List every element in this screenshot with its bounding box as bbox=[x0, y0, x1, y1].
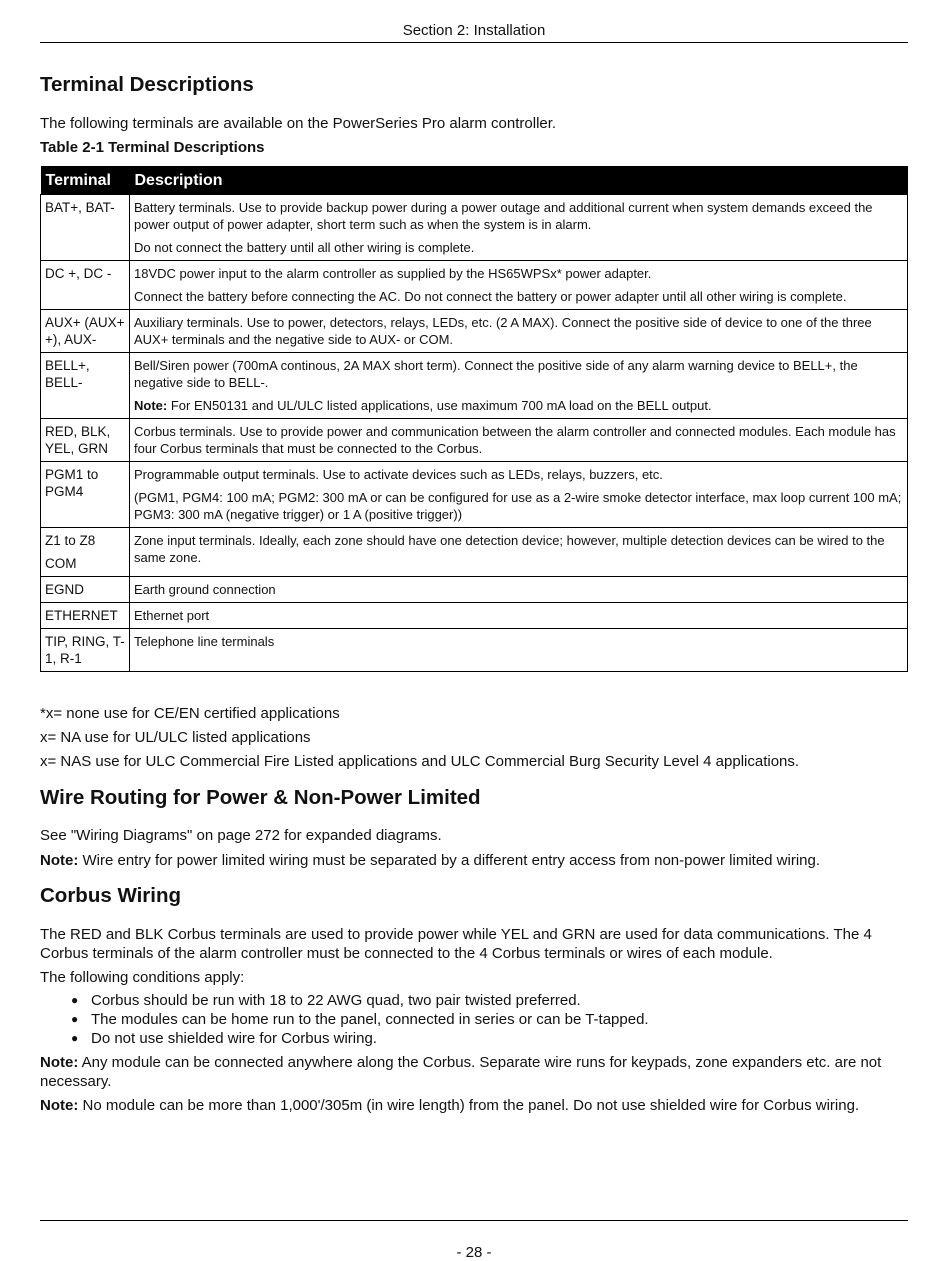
corbus-paragraph: The RED and BLK Corbus terminals are used to provide power while YEL and GRN are used for data communications. The 4 Corbus terminals of the alarm controller must be connected to the 4 Corbus terminals or wires of each module. bbox=[40, 926, 872, 962]
description-cell bbox=[130, 577, 908, 603]
note-label: Note: bbox=[40, 852, 79, 869]
description-text: Battery terminals. Use to provide backup power during a power outage and additional current when system demands exceed the power output of power adapter, short term such as when the system is in alarm. bbox=[134, 200, 873, 232]
description-text: Connect the battery before connecting the AC. Do not connect the battery or power adapter until all other wiring is complete. bbox=[134, 289, 847, 304]
note-text: For EN50131 and UL/ULC listed applications, use maximum 700 mA load on the BELL output. bbox=[167, 398, 712, 413]
table-row bbox=[41, 195, 908, 261]
description-text: 18VDC power input to the alarm controller as supplied by the HS65WPSx* power adapter. bbox=[134, 266, 652, 281]
description-text: Corbus terminals. Use to provide power and communication between the alarm controller and connected modules. Each module has four Corbus terminals that must be connected to the Corbus. bbox=[134, 424, 896, 456]
description-cell bbox=[130, 528, 908, 577]
description-text: Bell/Siren power (700mA continous, 2A MAX short term). Connect the positive side of any alarm warning device to BELL+, the negative side to BELL-. bbox=[134, 358, 858, 390]
section-heading-terminal-descriptions: Terminal Descriptions bbox=[40, 73, 254, 96]
description-text: (PGM1, PGM4: 100 mA; PGM2: 300 mA or can be configured for use as a 2-wire smoke detector interface, max loop current 100 mA; bbox=[134, 490, 902, 505]
conditions-intro: The following conditions apply: bbox=[40, 969, 245, 986]
description-cell bbox=[130, 419, 908, 462]
corbus-note bbox=[40, 1053, 908, 1091]
terminal-cell: PGM1 to PGM4 bbox=[41, 462, 130, 528]
terminal-text: COM bbox=[45, 556, 77, 571]
terminal-cell: ETHERNET bbox=[41, 603, 130, 629]
page-number: - 28 - bbox=[456, 1244, 492, 1261]
description-cell bbox=[130, 603, 908, 629]
description-cell bbox=[130, 261, 908, 310]
table-row bbox=[41, 629, 908, 672]
note-text: Wire entry for power limited wiring must be separated by a different entry access from non-power limited wiring. bbox=[78, 852, 821, 869]
table-row bbox=[41, 310, 908, 353]
description-text: Ethernet port bbox=[134, 608, 210, 623]
list-item-text: Do not use shielded wire for Corbus wiring. bbox=[91, 1030, 377, 1047]
wire-routing-note bbox=[40, 851, 820, 870]
table-row bbox=[41, 419, 908, 462]
section-heading-corbus-wiring: Corbus Wiring bbox=[40, 884, 182, 907]
terminal-cell: AUX+ (AUX+ +), AUX- bbox=[41, 310, 130, 353]
note-label: Note: bbox=[40, 1054, 79, 1071]
list-item bbox=[71, 1010, 649, 1029]
note-line bbox=[134, 397, 903, 414]
terminal-cell: BAT+, BAT- bbox=[41, 195, 130, 261]
bullet-icon: ● bbox=[71, 993, 79, 1007]
description-cell bbox=[130, 195, 908, 261]
running-header: Section 2: Installation bbox=[40, 22, 908, 43]
description-text: Zone input terminals. Ideally, each zone should have one detection device; however, multiple detection devices can be wired to the same zone. bbox=[134, 533, 885, 565]
note-label: Note: bbox=[40, 1097, 79, 1114]
list-item-text: The modules can be home run to the panel, connected in series or can be T-tapped. bbox=[91, 1011, 649, 1028]
terminal-cell: DC +, DC - bbox=[41, 261, 130, 310]
note-label: Note: bbox=[134, 398, 168, 413]
see-wiring-diagrams: See "Wiring Diagrams" on page 272 for expanded diagrams. bbox=[40, 827, 442, 844]
terminal-text: Z1 to Z8 bbox=[45, 533, 96, 548]
description-cell bbox=[130, 462, 908, 528]
description-text: Auxiliary terminals. Use to power, detectors, relays, LEDs, etc. (2 A MAX). Connect the positive side of device to one of the three AUX+ terminals and the negative side to AUX- or COM. bbox=[134, 315, 872, 347]
corbus-note bbox=[40, 1096, 908, 1115]
table-row bbox=[41, 261, 908, 310]
table-row bbox=[41, 577, 908, 603]
conditions-list bbox=[40, 991, 649, 1048]
table-header-row bbox=[41, 166, 908, 195]
note-text: No module can be more than 1,000'/305m (in wire length) from the panel. Do not use shielded wire for Corbus wiring. bbox=[78, 1097, 860, 1114]
terminal-cell: EGND bbox=[41, 577, 130, 603]
description-text: Earth ground connection bbox=[134, 582, 276, 597]
footnote: x= NA use for UL/ULC listed applications bbox=[40, 729, 311, 746]
footnote: x= NAS use for ULC Commercial Fire Listed applications and ULC Commercial Burg Security Level 4 applications. bbox=[40, 753, 800, 770]
description-text: Do not connect the battery until all other wiring is complete. bbox=[134, 240, 475, 255]
description-text: PGM3: 300 mA (negative trigger) or 1 A (positive trigger)) bbox=[134, 507, 463, 522]
terminal-table bbox=[40, 166, 908, 672]
list-item bbox=[71, 1029, 649, 1048]
description-cell bbox=[130, 353, 908, 419]
intro-paragraph: The following terminals are available on the PowerSeries Pro alarm controller. bbox=[40, 115, 557, 132]
table-row bbox=[41, 603, 908, 629]
column-header-description: Description bbox=[130, 166, 908, 195]
description-cell bbox=[130, 629, 908, 672]
terminal-cell: BELL+, BELL- bbox=[41, 353, 130, 419]
bullet-icon: ● bbox=[71, 1031, 79, 1045]
footer-rule bbox=[40, 1220, 908, 1221]
table-caption: Table 2-1 Terminal Descriptions bbox=[40, 139, 265, 156]
description-cell bbox=[130, 310, 908, 353]
table-row bbox=[41, 353, 908, 419]
terminal-cell: RED, BLK, YEL, GRN bbox=[41, 419, 130, 462]
description-text: Telephone line terminals bbox=[134, 634, 275, 649]
terminal-cell: TIP, RING, T-1, R-1 bbox=[41, 629, 130, 672]
bullet-icon: ● bbox=[71, 1012, 79, 1026]
section-heading-wire-routing: Wire Routing for Power & Non-Power Limited bbox=[40, 786, 481, 809]
table-row bbox=[41, 528, 908, 577]
note-text: Any module can be connected anywhere along the Corbus. Separate wire runs for keypads, zone expanders etc. are not necessary. bbox=[40, 1054, 882, 1090]
column-header-terminal: Terminal bbox=[41, 166, 130, 195]
table-row bbox=[41, 462, 908, 528]
terminal-cell bbox=[41, 528, 130, 577]
list-item-text: Corbus should be run with 18 to 22 AWG quad, two pair twisted preferred. bbox=[91, 992, 581, 1009]
footnote: *x= none use for CE/EN certified applications bbox=[40, 705, 340, 722]
list-item bbox=[71, 991, 649, 1010]
description-text: Programmable output terminals. Use to activate devices such as LEDs, relays, buzzers, etc. bbox=[134, 467, 663, 482]
